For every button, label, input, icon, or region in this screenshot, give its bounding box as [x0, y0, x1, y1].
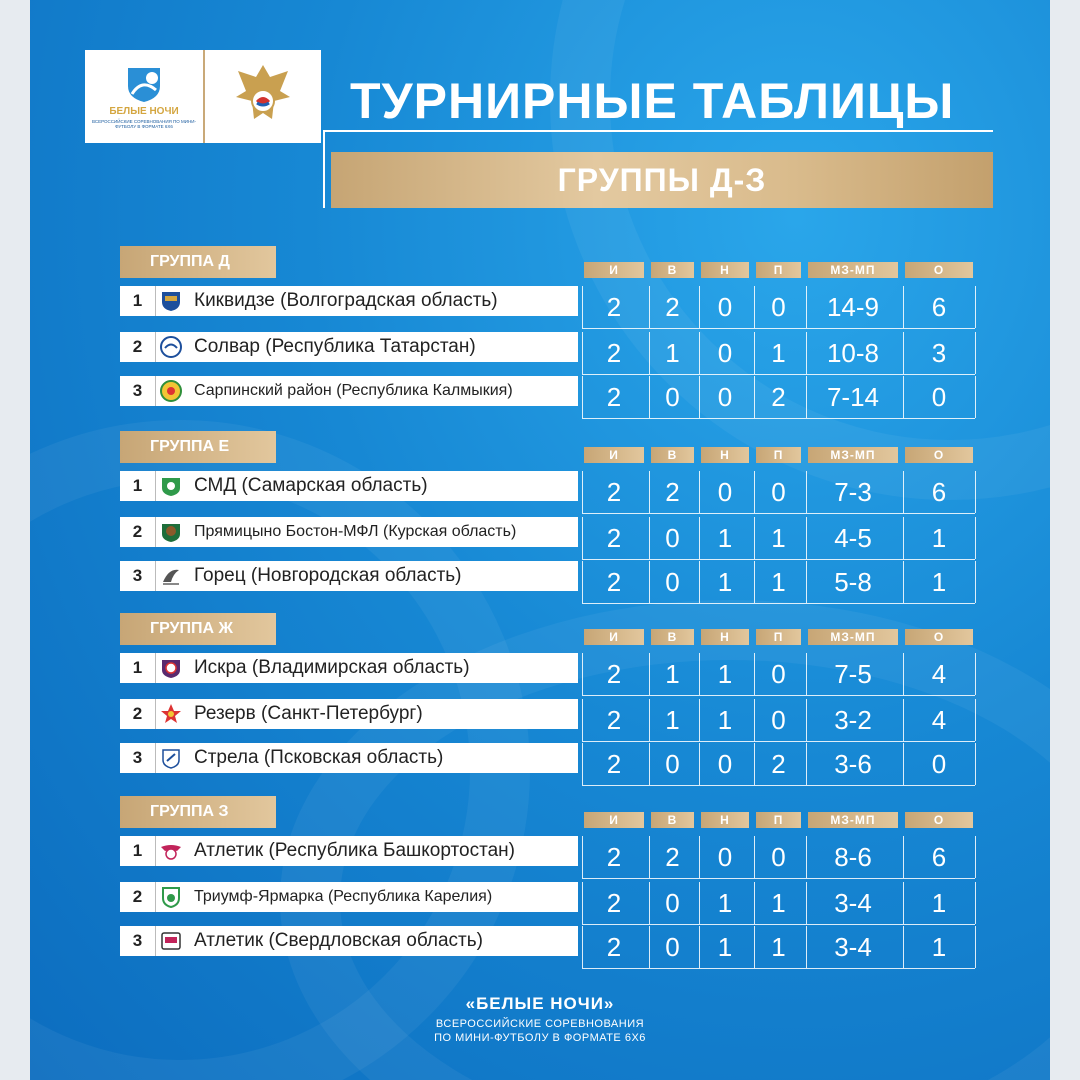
grid-line [582, 559, 975, 560]
crest-ball-icon [158, 655, 184, 681]
stat-cell: 1 [717, 566, 733, 597]
grid-line [582, 374, 975, 375]
stat-cell: 1 [771, 337, 786, 368]
column-header: МЗ-МП [808, 447, 898, 463]
stat-cell: 0 [665, 566, 680, 597]
group-label: ГРУППА Е [120, 431, 276, 463]
crest-shield-icon [158, 288, 184, 314]
rank-cell: 1 [120, 286, 156, 316]
column-header: Н [701, 447, 749, 463]
column-header: Н [701, 262, 749, 278]
table-row [120, 699, 980, 743]
grid-line [975, 653, 976, 695]
crest-white-icon [158, 563, 184, 589]
team-name: Сарпинский район (Республика Калмыкия) [194, 382, 513, 399]
column-header: В [651, 262, 694, 278]
rank-cell: 1 [120, 836, 156, 866]
grid-line [582, 328, 975, 329]
team-name: Атлетик (Свердловская область) [194, 930, 483, 951]
page-subtitle: ГРУППЫ Д-З [331, 152, 993, 208]
logo-brand-text: БЕЛЫЕ НОЧИ [109, 105, 179, 117]
stat-cell: 3-4 [834, 887, 872, 918]
rank-cell: 3 [120, 561, 156, 591]
rank-cell: 3 [120, 743, 156, 773]
stat-cell: 2 [606, 381, 622, 412]
grid-line [975, 882, 976, 924]
title-divider-vertical [323, 130, 325, 208]
stat-cell: 8-6 [834, 841, 872, 872]
stat-cell: 0 [771, 704, 786, 735]
column-header: МЗ-МП [808, 812, 898, 828]
stat-cell: 1 [931, 887, 947, 918]
team-name: СМД (Самарская область) [194, 475, 428, 496]
column-header: П [756, 262, 801, 278]
grid-line [582, 741, 975, 742]
logo-subtitle-text: ВСЕРОССИЙСКИЕ СОРЕВНОВАНИЯ ПО МИНИ-ФУТБОЛУ В ФОРМАТЕ 6Х6 [91, 118, 197, 129]
stat-cell: 1 [717, 887, 733, 918]
stat-cell: 1 [771, 566, 786, 597]
table-row [120, 743, 980, 787]
column-header: П [756, 629, 801, 645]
team-cell [156, 376, 578, 406]
table-row [120, 332, 980, 376]
crest-shield-green-icon [158, 884, 184, 910]
column-header: Н [701, 812, 749, 828]
stat-cell: 1 [665, 658, 680, 689]
stat-cell: 7-14 [826, 381, 880, 412]
stat-cell: 2 [771, 381, 786, 412]
footer-subtitle [0, 1017, 1080, 1046]
crest-yellow-icon [158, 378, 184, 404]
rfs-logo [205, 50, 321, 143]
table-row [120, 471, 980, 515]
crest-badge-icon [158, 928, 184, 954]
stat-cell: 2 [606, 522, 622, 553]
stat-cell: 2 [606, 887, 622, 918]
rank-cell: 1 [120, 653, 156, 683]
grid-line [582, 603, 975, 604]
rank-cell: 2 [120, 517, 156, 547]
stat-cell: 0 [717, 291, 733, 322]
group-label: ГРУППА Д [120, 246, 276, 278]
stat-cell: 0 [717, 476, 733, 507]
table-row [120, 882, 980, 926]
stat-cell: 1 [717, 658, 733, 689]
rank-cell: 3 [120, 376, 156, 406]
column-header: П [756, 812, 801, 828]
stat-cell: 2 [606, 931, 622, 962]
title-divider [323, 130, 993, 132]
stat-cell: 1 [665, 704, 680, 735]
column-header: В [651, 447, 694, 463]
stat-cell: 0 [717, 337, 733, 368]
stat-cell: 1 [771, 931, 786, 962]
rank-cell: 3 [120, 926, 156, 956]
team-cell [156, 517, 578, 547]
stat-cell: 3 [931, 337, 947, 368]
stat-cell: 2 [665, 476, 680, 507]
grid-line [975, 699, 976, 741]
stat-cell: 0 [665, 931, 680, 962]
stat-cell: 4-5 [834, 522, 872, 553]
stat-cell: 6 [931, 291, 947, 322]
stat-cell: 1 [771, 887, 786, 918]
stat-cell: 1 [931, 931, 947, 962]
column-header: П [756, 447, 801, 463]
stat-cell: 2 [665, 841, 680, 872]
column-header: МЗ-МП [808, 262, 898, 278]
grid-line [975, 286, 976, 328]
grid-line [582, 878, 975, 879]
table-row [120, 286, 980, 330]
grid-line [975, 471, 976, 513]
group-label: ГРУППА З [120, 796, 276, 828]
team-name: Прямицыно Бостон-МФЛ (Курская область) [194, 523, 517, 540]
stat-cell: 2 [606, 337, 622, 368]
group-table [120, 431, 980, 607]
stat-cell: 2 [665, 291, 680, 322]
stat-cell: 2 [606, 658, 622, 689]
stat-cell: 3-2 [834, 704, 872, 735]
crest-round-icon [158, 334, 184, 360]
crest-wing-icon [158, 838, 184, 864]
page-title: ТУРНИРНЫЕ ТАБЛИЦЫ [350, 73, 955, 129]
stat-cell: 14-9 [826, 291, 880, 322]
grid-line [582, 785, 975, 786]
group-table [120, 246, 980, 422]
grid-line [975, 517, 976, 559]
grid-line [975, 376, 976, 418]
stat-cell: 1 [665, 337, 680, 368]
stat-cell: 0 [665, 381, 680, 412]
belye-nochi-logo [85, 50, 205, 143]
logo-block [85, 50, 321, 143]
column-header: И [584, 262, 644, 278]
stat-cell: 3-4 [834, 931, 872, 962]
grid-line [975, 836, 976, 878]
column-header: О [905, 629, 973, 645]
stat-cell: 1 [931, 566, 947, 597]
crest-star-icon [158, 701, 184, 727]
grid-line [582, 418, 975, 419]
column-header: И [584, 447, 644, 463]
stat-cell: 3-6 [834, 748, 872, 779]
grid-line [975, 332, 976, 374]
column-header: О [905, 447, 973, 463]
team-name: Триумф-Ярмарка (Республика Карелия) [194, 888, 493, 905]
stat-cell: 7-3 [834, 476, 872, 507]
team-name: Стрела (Псковская область) [194, 747, 444, 768]
rank-cell: 1 [120, 471, 156, 501]
footer [0, 994, 1080, 1046]
stat-cell: 5-8 [834, 566, 872, 597]
column-header: О [905, 812, 973, 828]
table-row [120, 561, 980, 605]
stat-cell: 2 [606, 748, 622, 779]
crest-bear-icon [158, 519, 184, 545]
grid-line [582, 695, 975, 696]
stat-cell: 10-8 [826, 337, 880, 368]
team-name: Атлетик (Республика Башкортостан) [194, 840, 515, 861]
stat-cell: 4 [931, 704, 947, 735]
crest-arrow-icon [158, 745, 184, 771]
stat-cell: 6 [931, 476, 947, 507]
grid-line [975, 926, 976, 968]
team-cell [156, 561, 578, 591]
footer-line-1: ВСЕРОССИЙСКИЕ СОРЕВНОВАНИЯ [435, 1018, 645, 1030]
team-name: Искра (Владимирская область) [194, 657, 470, 678]
team-name: Киквидзе (Волгоградская область) [194, 290, 498, 311]
team-name: Горец (Новгородская область) [194, 565, 462, 586]
team-cell [156, 471, 578, 501]
rank-cell: 2 [120, 882, 156, 912]
stat-cell: 1 [717, 522, 733, 553]
stat-cell: 0 [771, 476, 786, 507]
grid-line [582, 924, 975, 925]
table-row [120, 517, 980, 561]
team-cell [156, 882, 578, 912]
team-cell [156, 836, 578, 866]
double-eagle-emblem-icon [228, 57, 298, 137]
group-label: ГРУППА Ж [120, 613, 276, 645]
group-table [120, 613, 980, 789]
stat-cell: 1 [931, 522, 947, 553]
rank-cell: 2 [120, 699, 156, 729]
grid-line [975, 743, 976, 785]
stat-cell: 2 [771, 748, 786, 779]
table-row [120, 926, 980, 970]
grid-line [975, 561, 976, 603]
stat-cell: 0 [717, 841, 733, 872]
column-header: В [651, 812, 694, 828]
stat-cell: 0 [931, 748, 947, 779]
stat-cell: 2 [606, 566, 622, 597]
white-nights-emblem-icon [122, 64, 166, 104]
stat-cell: 4 [931, 658, 947, 689]
stat-cell: 0 [665, 522, 680, 553]
stat-cell: 0 [665, 748, 680, 779]
rank-cell: 2 [120, 332, 156, 362]
column-header: МЗ-МП [808, 629, 898, 645]
grid-line [582, 513, 975, 514]
column-header: О [905, 262, 973, 278]
stat-cell: 0 [931, 381, 947, 412]
column-header: И [584, 812, 644, 828]
team-cell [156, 926, 578, 956]
footer-line-2: ПО МИНИ-ФУТБОЛУ В ФОРМАТЕ 6Х6 [434, 1032, 646, 1045]
stat-cell: 6 [931, 841, 947, 872]
stat-cell: 1 [771, 522, 786, 553]
stat-cell: 7-5 [834, 658, 872, 689]
team-cell [156, 743, 578, 773]
column-header: В [651, 629, 694, 645]
team-cell [156, 699, 578, 729]
crest-green-icon [158, 473, 184, 499]
stat-cell: 2 [606, 476, 622, 507]
stat-cell: 0 [665, 887, 680, 918]
team-cell [156, 286, 578, 316]
stat-cell: 1 [717, 931, 733, 962]
table-row [120, 836, 980, 880]
team-name: Солвар (Республика Татарстан) [194, 336, 476, 357]
stat-cell: 1 [717, 704, 733, 735]
stat-cell: 0 [771, 841, 786, 872]
footer-title: «БЕЛЫЕ НОЧИ» [465, 994, 615, 1013]
stat-cell: 0 [771, 658, 786, 689]
stat-cell: 2 [606, 841, 622, 872]
team-cell [156, 332, 578, 362]
grid-line [582, 968, 975, 969]
team-cell [156, 653, 578, 683]
stat-cell: 2 [606, 291, 622, 322]
column-header: Н [701, 629, 749, 645]
table-row [120, 653, 980, 697]
column-header: И [584, 629, 644, 645]
team-name: Резерв (Санкт-Петербург) [194, 703, 423, 724]
stat-cell: 0 [717, 748, 733, 779]
stat-cell: 0 [717, 381, 733, 412]
group-table [120, 796, 980, 972]
stat-cell: 2 [606, 704, 622, 735]
table-row [120, 376, 980, 420]
stat-cell: 0 [771, 291, 786, 322]
